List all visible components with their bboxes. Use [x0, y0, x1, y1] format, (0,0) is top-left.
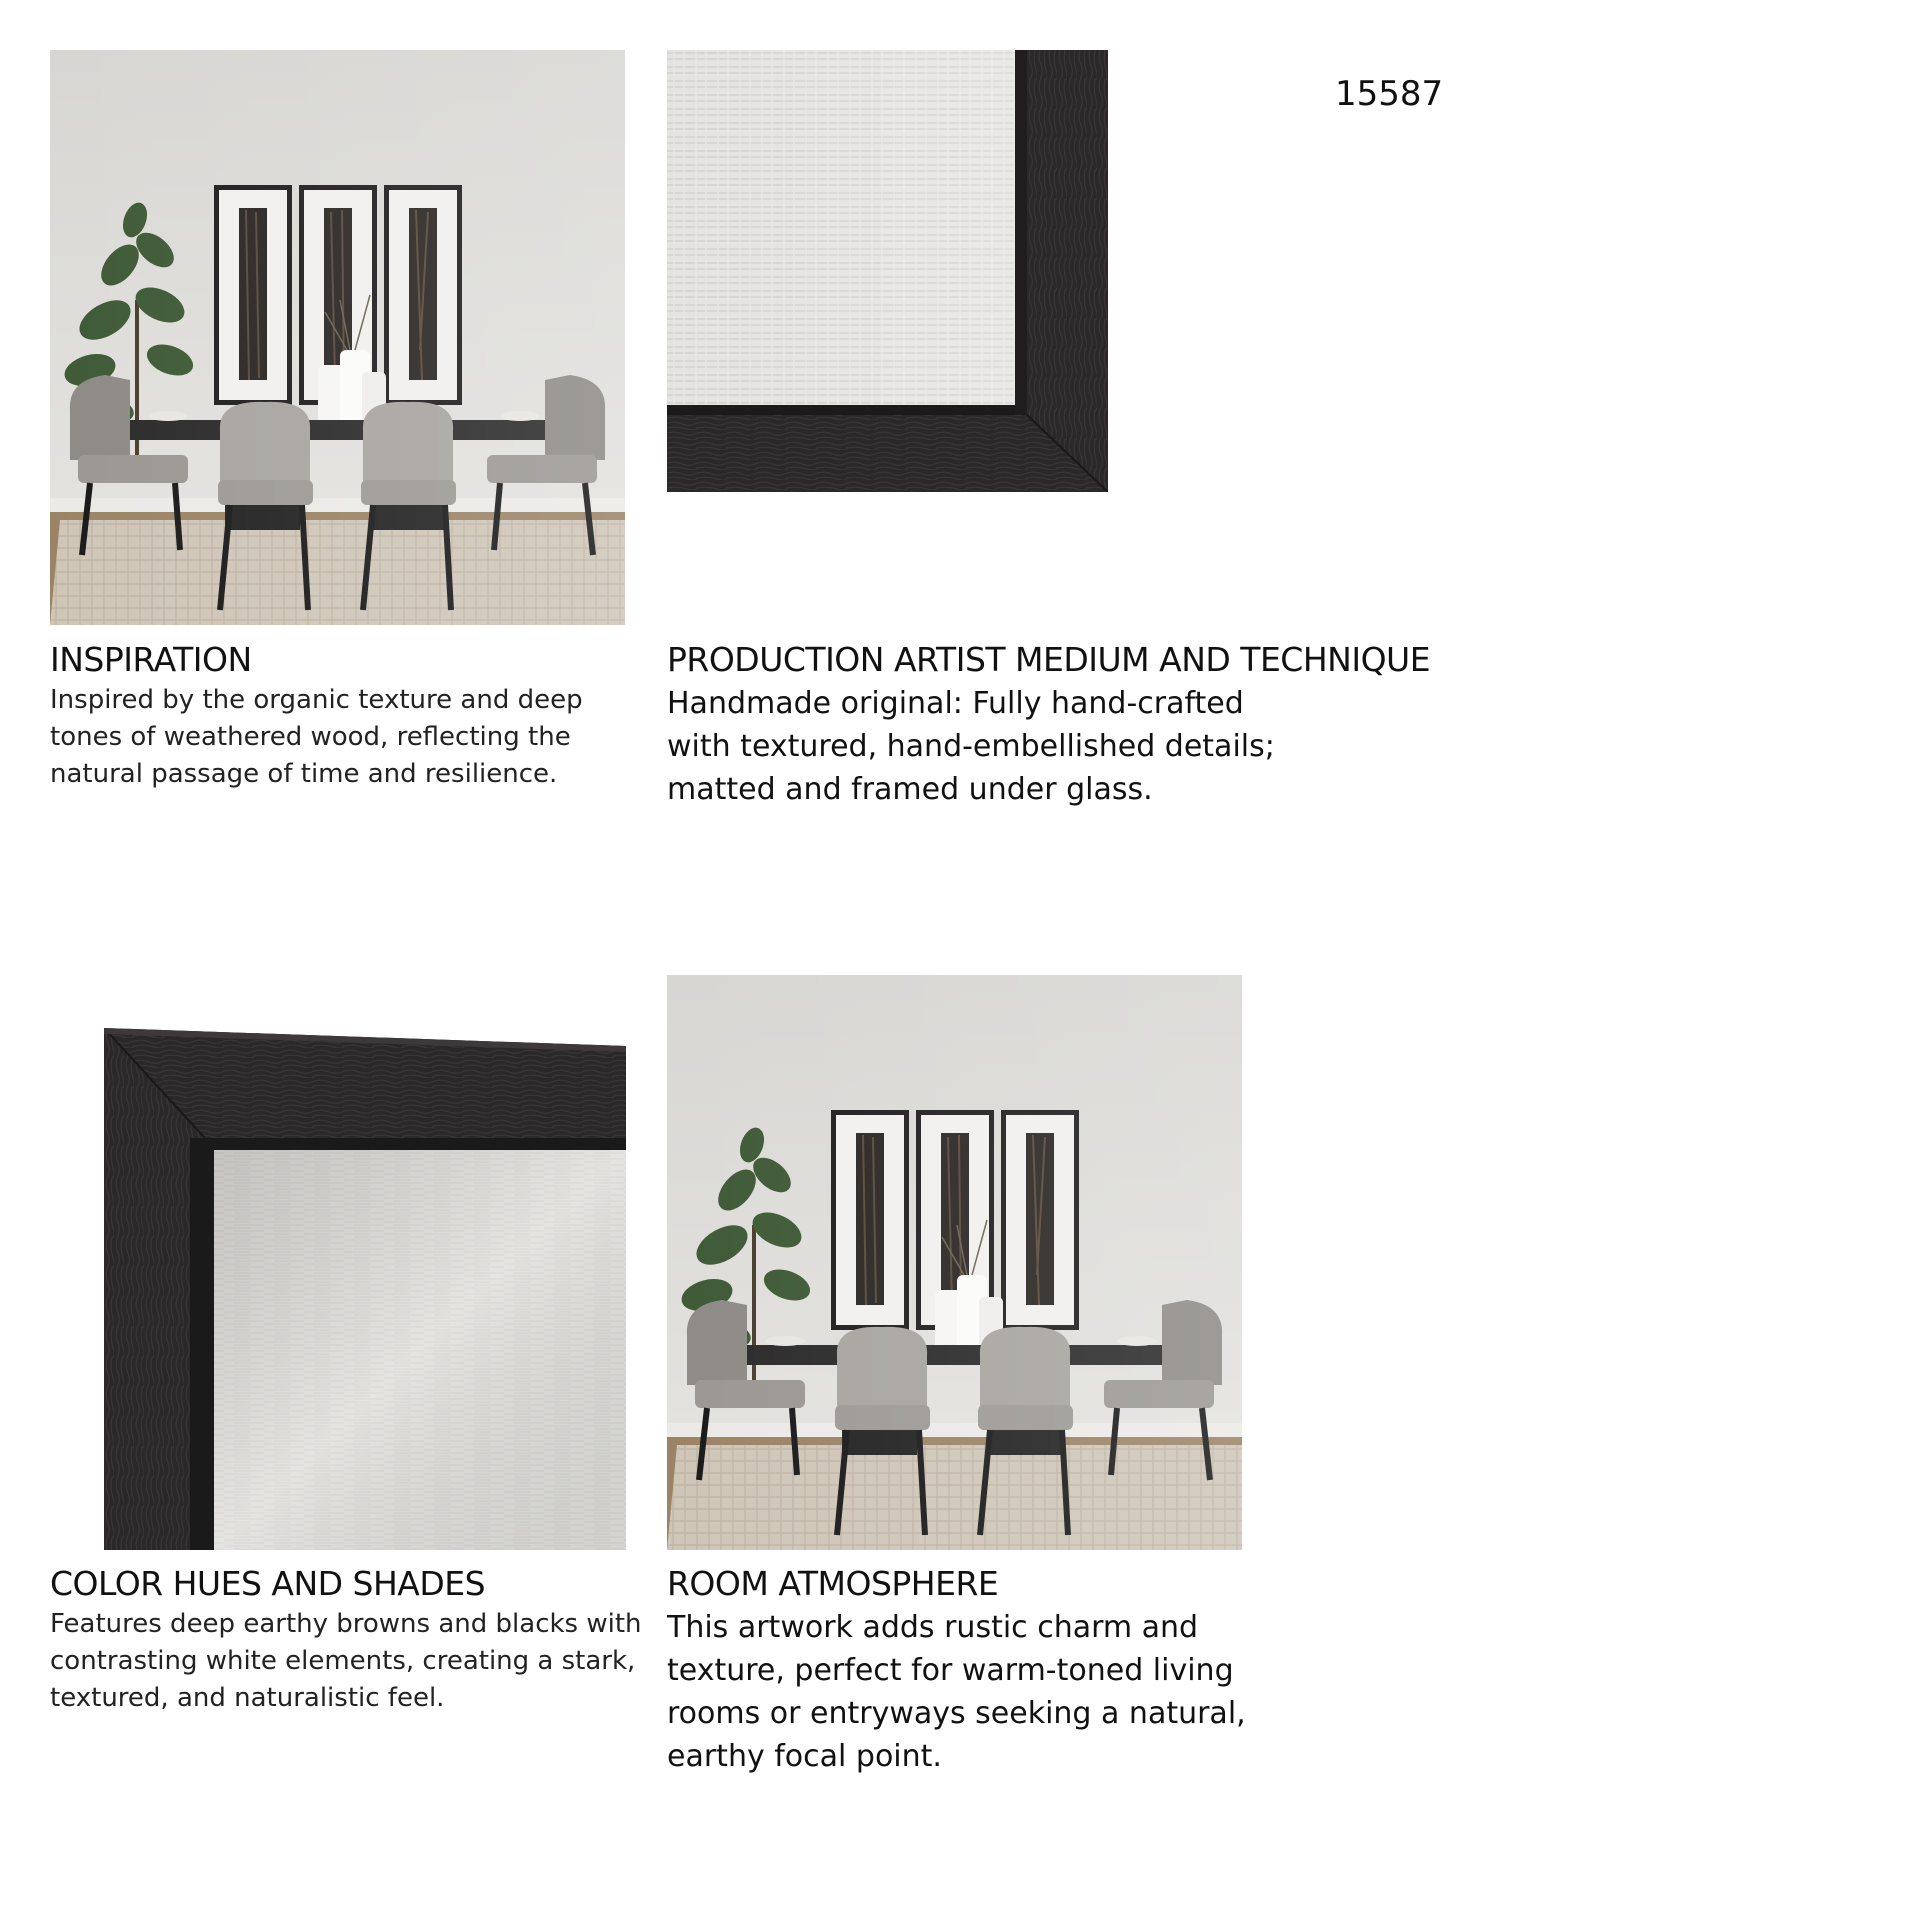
color-text: Features deep earthy browns and blacks with contrasting white elements, creating a stark, textured, and naturalistic feel.	[50, 1609, 642, 1713]
inspiration-text: Inspired by the organic texture and deep tones of weathered wood, reflecting the natural passage of time and resilience.	[50, 685, 583, 789]
frame-corner-texture-image	[104, 1028, 626, 1550]
production-heading: PRODUCTION ARTIST MEDIUM AND TECHNIQUE	[667, 640, 1431, 679]
room-atmosphere-image	[667, 975, 1242, 1550]
production-text: Handmade original: Fully hand-crafted with textured, hand-embellished details; matted and framed under glass.	[667, 686, 1275, 807]
color-heading: COLOR HUES AND SHADES	[50, 1564, 486, 1603]
room-heading: ROOM ATMOSPHERE	[667, 1564, 999, 1603]
room-text: This artwork adds rustic charm and texture, perfect for warm-toned living rooms or entryways seeking a natural, earthy focal point.	[667, 1610, 1246, 1774]
product-sku: 15587	[1335, 74, 1444, 114]
room-section	[667, 1564, 1367, 1778]
frame-corner-detail-image	[667, 50, 1108, 492]
room-scene-image	[50, 50, 625, 625]
color-section	[50, 1564, 670, 1717]
inspiration-section	[50, 640, 650, 793]
inspiration-heading: INSPIRATION	[50, 640, 252, 679]
production-section	[667, 640, 1567, 811]
